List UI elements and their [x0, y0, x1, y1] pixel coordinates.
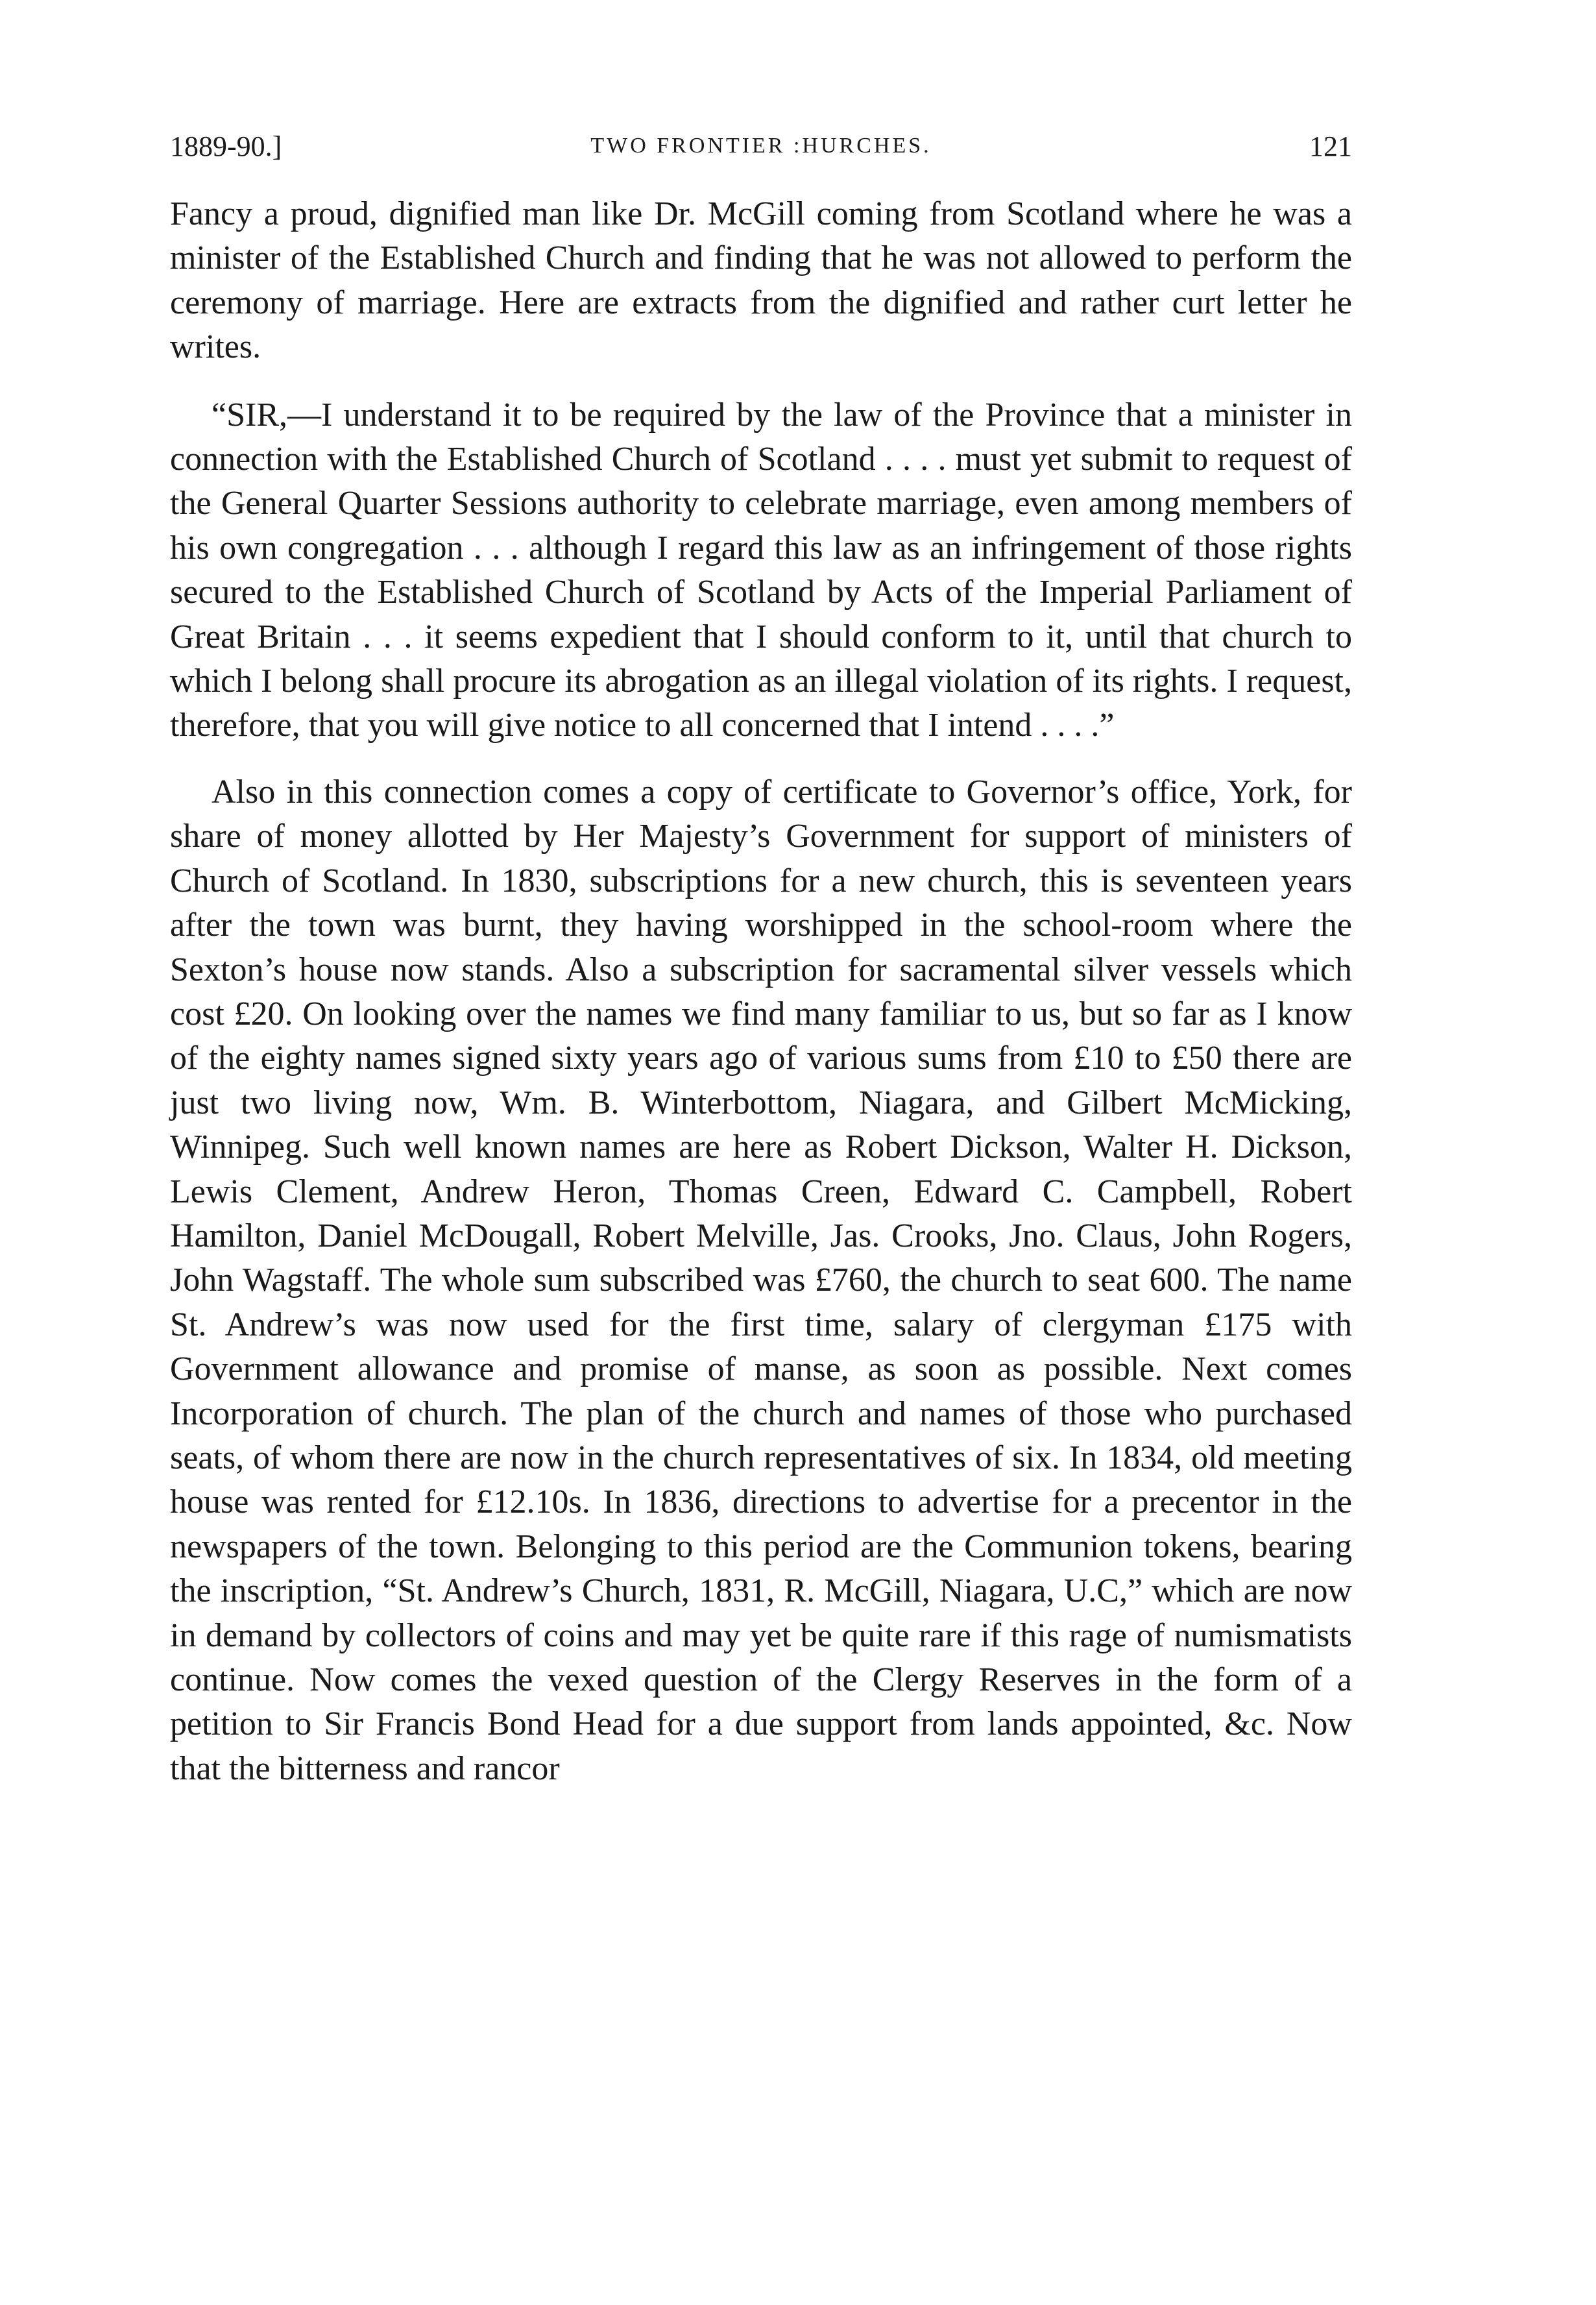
running-title: TWO FRONTIER :HURCHES.: [590, 134, 932, 158]
volume-years: 1889-90.]: [170, 130, 282, 162]
page-number: 121: [1309, 130, 1352, 162]
running-head: [170, 130, 1352, 182]
book-page: [170, 130, 1352, 1791]
paragraph-intro: Fancy a proud, dignified man like Dr. McGill coming from Scotland where he was a minister of the Established Church and finding that he was not allowed to perform the ceremony of marriage. Here are extracts from the dignified and rather curt letter he writes.: [170, 195, 1352, 366]
paragraph-letter-quote: “SIR,—I understand it to be required by the law of the Province that a minister in connection with the Established Church of Scotland . . . . must yet submit to request of the General Quarter Sessions authority to celebrate marriage, even among members of his own congregation . . . although I regard this law as an infringement of those rights secured to the Established Church of Scotland by Acts of the Imperial Parliament of Great Britain . . . it seems expedient that I should conform to it, until that church to which I belong shall procure its abrogation as an illegal violation of its rights. I request, therefore, that you will give notice to all concerned that I intend . . . .”: [170, 396, 1352, 744]
paragraph-subscriptions: Also in this connection comes a copy of certificate to Governor’s office, York, for share of money allotted by Her Majesty’s Government for support of ministers of Church of Scotland. In 1830, subscriptions for a new church, this is seventeen years after the town was burnt, they having worshipped in the school-room where the Sexton’s house now stands. Also a subscription for sacramental silver vessels which cost £20. On looking over the names we find many familiar to us, but so far as I know of the eighty names signed sixty years ago of various sums from £10 to £50 there are just two living now, Wm. B. Winterbottom, Niagara, and Gilbert McMicking, Winnipeg. Such well known names are here as Robert Dickson, Walter H. Dickson, Lewis Clement, Andrew Heron, Thomas Creen, Edward C. Campbell, Robert Hamilton, Daniel McDougall, Robert Melville, Jas. Crooks, Jno. Claus, John Rogers, John Wagstaff. The whole sum subscribed was £760, the church to seat 600. The name St. Andrew’s was now used for the first time, salary of clergyman £175 with Government allowance and promise of manse, as soon as possible. Next comes Incorporation of church. The plan of the church and names of those who purchased seats, of whom there are now in the church representatives of six. In 1834, old meeting house was rented for £12.10s. In 1836, directions to advertise for a precentor in the newspapers of the town. Belonging to this period are the Communion tokens, bearing the inscription, “St. Andrew’s Church, 1831, R. McGill, Niagara, U.C,” which are now in demand by collectors of coins and may yet be quite rare if this rage of numismatists continue. Now comes the vexed question of the Clergy Reserves in the form of a petition to Sir Francis Bond Head for a due support from lands appointed, &c. Now that the bitterness and rancor: [170, 773, 1352, 1787]
